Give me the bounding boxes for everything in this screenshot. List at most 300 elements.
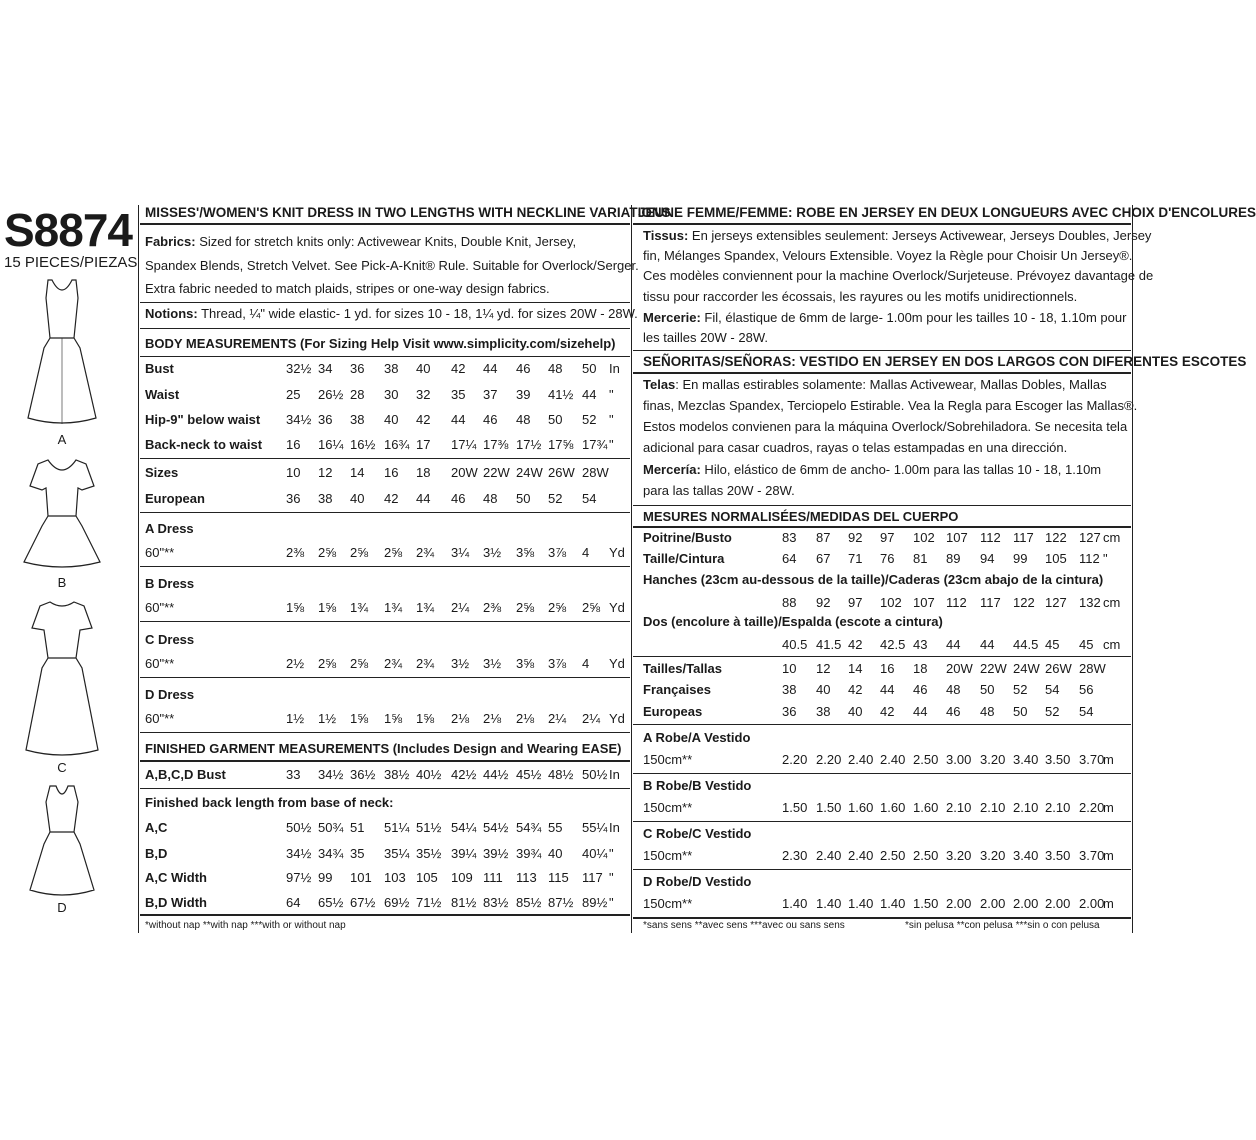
metric-size-row-value: 46 <box>913 682 928 697</box>
en-dress-value: 2⅝ <box>582 600 601 615</box>
en-finished-row-value: 111 <box>483 870 503 885</box>
metric-body-row-value: 87 <box>816 530 831 545</box>
en-finished-bust-value: 50½ <box>582 767 608 782</box>
en-finished-row-value: 40¼ <box>582 846 608 861</box>
en-dress-value: 3⅝ <box>516 545 535 560</box>
es-line: para las tallas 20W - 28W. <box>643 483 795 498</box>
en-finished-bust-value: 44½ <box>483 767 509 782</box>
en-body-row-value: 40 <box>416 361 431 376</box>
metric-yardage-row-value: 2.00 <box>946 896 972 911</box>
metric-back-row-value: 42.5 <box>880 637 906 652</box>
metric-body-row-label: Taille/Cintura <box>643 551 725 566</box>
en-dress-unit: Yd <box>609 545 625 560</box>
metric-yardage-row-value: 1.50 <box>913 896 939 911</box>
metric-back-row-value: 44 <box>946 637 961 652</box>
en-finished-row-value: 35½ <box>416 846 442 861</box>
en-body-row-value: 46 <box>516 361 531 376</box>
en-body-row-value: 37 <box>483 387 498 402</box>
en-body-row-unit: " <box>609 412 614 427</box>
metric-yardage-row-value: 2.10 <box>980 800 1006 815</box>
fr-title: JEUNE FEMME/FEMME: ROBE EN JERSEY EN DEUX LONGUEURS AVEC CHOIX D'ENCOLURES <box>638 205 1256 220</box>
en-title-rule <box>140 223 630 225</box>
en-size-row-value: 42 <box>384 491 399 506</box>
fr-line: fin, Mélanges Spandex, Velours Extensible. Voyez la Règle pour Choisir Un Jersey®. <box>643 248 1133 263</box>
en-finished-bust-label: A,B,C,D Bust <box>145 767 226 782</box>
metric-yardage-row-value: 3.20 <box>980 848 1006 863</box>
metric-size-row-value: 48 <box>980 704 995 719</box>
en-finished-bust-value: 33 <box>286 767 301 782</box>
metric-yardage-row-value: 1.50 <box>816 800 842 815</box>
en-dress-value: 3⅝ <box>516 656 535 671</box>
metric-body-row-value: 122 <box>1045 530 1067 545</box>
en-body-row-value: 16½ <box>350 437 376 452</box>
metric-yardage-label: D Robe/D Vestido <box>643 874 752 889</box>
metric-yardage-row-value: 3.70 <box>1079 752 1105 767</box>
metric-back-row-value: 45 <box>1045 637 1060 652</box>
en-body-row-value: 32½ <box>286 361 312 376</box>
metric-body-row-value: 97 <box>880 530 895 545</box>
metric-size-row-value: 26W <box>1045 661 1072 676</box>
metric-size-row-value: 54 <box>1079 704 1094 719</box>
metric-yardage-row-value: 3.70 <box>1079 848 1105 863</box>
metric-yardage-row-unit: m <box>1103 752 1114 767</box>
metric-yardage-row-value: 2.50 <box>880 848 906 863</box>
en-dress-value: 3½ <box>483 545 502 560</box>
en-finished-row-unit: " <box>609 895 614 910</box>
en-body-row-label: Back-neck to waist <box>145 437 263 452</box>
en-dress-width: 60"** <box>145 545 175 560</box>
metric-back-row-value: 44 <box>980 637 995 652</box>
en-body-row-value: 48 <box>548 361 563 376</box>
en-finished-row-value: 51½ <box>416 820 442 835</box>
rule <box>140 677 630 678</box>
rule <box>633 372 1131 374</box>
en-finished-row-value: 101 <box>350 870 372 885</box>
view-d-label: D <box>57 900 67 915</box>
metric-yardage-row-value: 1.40 <box>848 896 874 911</box>
metric-hip-row-value: 107 <box>913 595 935 610</box>
metric-size-row-value: 56 <box>1079 682 1094 697</box>
metric-yardage-row-label: 150cm** <box>643 800 693 815</box>
metric-hip-row-value: 97 <box>848 595 863 610</box>
metric-yardage-row-unit: m <box>1103 800 1114 815</box>
en-size-row-label: Sizes <box>145 465 179 480</box>
en-size-row-value: 50 <box>516 491 531 506</box>
metric-size-row-value: 48 <box>946 682 961 697</box>
en-body-title: BODY MEASUREMENTS (For Sizing Help Visit www.simplicity.com/sizehelp) <box>145 336 616 351</box>
view-a-sketch <box>22 278 102 426</box>
en-size-row-value: 24W <box>516 465 543 480</box>
metric-back-row-value: 43 <box>913 637 928 652</box>
metric-size-row-label: Europeas <box>643 704 703 719</box>
en-finished-row-value: 69½ <box>384 895 410 910</box>
metric-yardage-row-value: 3.00 <box>946 752 972 767</box>
fr-footnote: *sans sens **avec sens ***avec ou sans sens <box>643 920 845 931</box>
metric-yardage-row-value: 3.40 <box>1013 848 1039 863</box>
en-body-row-value: 34½ <box>286 412 312 427</box>
metric-size-row-value: 42 <box>848 682 863 697</box>
en-finished-row-value: 87½ <box>548 895 574 910</box>
en-body-row-label: Bust <box>145 361 174 376</box>
en-body-row-label: Waist <box>145 387 180 402</box>
en-size-row-label: European <box>145 491 205 506</box>
metric-yardage-row-value: 1.40 <box>816 896 842 911</box>
rule <box>633 773 1131 774</box>
metric-back-label: Dos (encolure à taille)/Espalda (escote a cintura) <box>643 614 943 629</box>
es-line: finas, Mezclas Spandex, Terciopelo Estirable. Vea la Regla para Escoger las Mallas®. <box>643 398 1138 413</box>
en-dress-value: 2¼ <box>548 711 567 726</box>
en-finished-row-value: 39¼ <box>451 846 477 861</box>
rule <box>140 566 630 567</box>
metric-yardage-row-value: 2.00 <box>1013 896 1039 911</box>
rule <box>633 821 1131 822</box>
en-size-row-value: 52 <box>548 491 563 506</box>
en-size-row-value: 16 <box>384 465 399 480</box>
en-finished-row-value: 35¼ <box>384 846 410 861</box>
en-finished-row-value: 89½ <box>582 895 608 910</box>
rule <box>140 458 630 459</box>
en-dress-value: 2⅝ <box>548 600 567 615</box>
rule <box>633 724 1131 725</box>
pattern-number: S8874 <box>4 204 133 256</box>
en-dress-value: 4 <box>582 545 590 560</box>
en-finished-row-value: 67½ <box>350 895 376 910</box>
metric-size-row-label: Tailles/Tallas <box>643 661 723 676</box>
en-finished-row-value: 71½ <box>416 895 442 910</box>
es-footnote: *sin pelusa **con pelusa ***sin o con pelusa <box>905 920 1100 931</box>
metric-hip-label: Hanches (23cm au-dessous de la taille)/Caderas (23cm abajo de la cintura) <box>643 572 1104 587</box>
metric-yardage-row-value: 3.20 <box>946 848 972 863</box>
metric-size-row-value: 20W <box>946 661 973 676</box>
es-line: adicional para casar cuadros, rayas o telas estampadas en una dirección. <box>643 440 1068 455</box>
metric-yardage-row-value: 1.60 <box>880 800 906 815</box>
metric-body-row-value: 92 <box>848 530 863 545</box>
es-line: Mercería: Hilo, elástico de 6mm de ancho- 1.00m para las tallas 10 - 18, 1.10m <box>643 462 1102 477</box>
metric-hip-row-value: 127 <box>1045 595 1067 610</box>
metric-size-row-value: 50 <box>1013 704 1028 719</box>
en-finished-row-value: 39¾ <box>516 846 542 861</box>
metric-size-row-value: 44 <box>913 704 928 719</box>
en-body-row-value: 36 <box>318 412 333 427</box>
metric-yardage-row-value: 1.40 <box>782 896 808 911</box>
en-finished-row-value: 105 <box>416 870 438 885</box>
en-size-row-value: 14 <box>350 465 365 480</box>
en-body-row-value: 17¾ <box>582 437 608 452</box>
metric-hip-row-value: 112 <box>946 595 967 610</box>
view-b-sketch <box>18 456 106 572</box>
en-body-row-value: 17⅜ <box>483 437 509 452</box>
en-size-row-value: 44 <box>416 491 431 506</box>
metric-yardage-row-label: 150cm** <box>643 848 693 863</box>
en-dress-value: 2¾ <box>416 545 435 560</box>
en-size-row-value: 38 <box>318 491 333 506</box>
en-body-row-value: 16¼ <box>318 437 344 452</box>
rule <box>140 788 630 789</box>
en-size-row-value: 28W <box>582 465 609 480</box>
en-finished-row-unit: " <box>609 870 614 885</box>
en-dress-value: 1⅝ <box>416 711 435 726</box>
fr-line: les tailles 20W - 28W. <box>643 330 768 345</box>
metric-yardage-row-value: 2.40 <box>880 752 906 767</box>
en-dress-value: 2¾ <box>384 656 403 671</box>
en-dress-label: B Dress <box>145 576 195 591</box>
en-finished-row-value: 50½ <box>286 820 312 835</box>
fr-line: Tissus: En jerseys extensibles seulement: Jerseys Activewear, Jerseys Doubles, Jersey <box>643 228 1152 243</box>
en-finished-row-value: 55 <box>548 820 563 835</box>
view-d-sketch <box>22 782 102 902</box>
en-size-row-value: 26W <box>548 465 575 480</box>
metric-hip-row-value: 117 <box>980 595 1001 610</box>
metric-yardage-row-value: 2.00 <box>1045 896 1071 911</box>
en-finished-row-value: 50¾ <box>318 820 344 835</box>
en-body-row-value: 46 <box>483 412 498 427</box>
en-dress-value: 2⅛ <box>483 711 502 726</box>
es-title: SEÑORITAS/SEÑORAS: VESTIDO EN JERSEY EN DOS LARGOS CON DIFERENTES ESCOTES <box>643 354 1247 369</box>
metric-size-row-value: 10 <box>782 661 797 676</box>
en-dress-value: 2⅛ <box>516 711 535 726</box>
en-finished-row-value: 54¾ <box>516 820 542 835</box>
metric-size-row-value: 12 <box>816 661 831 676</box>
metric-size-row-label: Françaises <box>643 682 711 697</box>
en-finished-row-value: 65½ <box>318 895 344 910</box>
metric-size-row-value: 18 <box>913 661 928 676</box>
en-finished-row-value: 113 <box>516 870 537 885</box>
en-body-row-value: 17 <box>416 437 431 452</box>
en-dress-value: 1¾ <box>416 600 435 615</box>
en-dress-label: A Dress <box>145 521 194 536</box>
metric-yardage-label: B Robe/B Vestido <box>643 778 752 793</box>
en-finished-row-label: B,D Width <box>145 895 207 910</box>
rule <box>633 869 1131 870</box>
en-size-row-value: 36 <box>286 491 301 506</box>
metric-back-row-value: 42 <box>848 637 863 652</box>
en-finished-row-label: A,C <box>145 820 168 835</box>
divider-left <box>138 205 139 933</box>
rule <box>140 328 630 329</box>
metric-back-row-value: 45 <box>1079 637 1094 652</box>
metric-size-row-value: 40 <box>848 704 863 719</box>
metric-yardage-row-value: 2.10 <box>1013 800 1039 815</box>
rule <box>140 512 630 513</box>
metric-size-row-value: 36 <box>782 704 797 719</box>
metric-back-row-value: 41.5 <box>816 637 842 652</box>
metric-body-row-value: 76 <box>880 551 895 566</box>
en-finished-row-unit: In <box>609 820 620 835</box>
en-dress-value: 1⅝ <box>384 711 403 726</box>
en-finished-row-value: 34½ <box>286 846 312 861</box>
fr-line: Mercerie: Fil, élastique de 6mm de large- 1.00m pour les tailles 10 - 18, 1.10m pour <box>643 310 1127 325</box>
rule <box>633 526 1131 528</box>
divider-right <box>1132 205 1133 933</box>
metric-yardage-row-value: 2.40 <box>816 848 842 863</box>
metric-hip-row-value: 122 <box>1013 595 1035 610</box>
en-body-row-unit: In <box>609 361 620 376</box>
metric-body-row-value: 107 <box>946 530 968 545</box>
metric-hip-row-unit: cm <box>1103 595 1121 610</box>
en-finished-row-value: 39½ <box>483 846 509 861</box>
metric-size-row-value: 28W <box>1079 661 1106 676</box>
view-c-label: C <box>57 760 67 775</box>
en-finished-bust-value: 42½ <box>451 767 477 782</box>
metric-yardage-row-value: 2.50 <box>913 752 939 767</box>
en-dress-value: 3⅞ <box>548 656 567 671</box>
en-dress-value: 2⅛ <box>451 711 470 726</box>
en-finished-row-value: 115 <box>548 870 569 885</box>
en-dress-value: 2½ <box>286 656 305 671</box>
en-body-row-value: 50 <box>582 361 597 376</box>
en-finished-row-value: 54¼ <box>451 820 477 835</box>
en-body-row-value: 34 <box>318 361 333 376</box>
metric-size-row-value: 52 <box>1013 682 1028 697</box>
en-body-row-value: 17¼ <box>451 437 477 452</box>
en-finished-bust-value: 48½ <box>548 767 574 782</box>
en-body-row-value: 52 <box>582 412 597 427</box>
en-dress-value: 1¾ <box>350 600 369 615</box>
metric-title: MESURES NORMALISÉES/MEDIDAS DEL CUERPO <box>643 509 959 524</box>
en-finished-row-value: 51 <box>350 820 365 835</box>
metric-yardage-row-value: 2.20 <box>816 752 842 767</box>
metric-body-row-value: 127 <box>1079 530 1101 545</box>
metric-yardage-row-value: 1.40 <box>880 896 906 911</box>
en-finished-row-label: B,D <box>145 846 168 861</box>
metric-body-row-value: 105 <box>1045 551 1067 566</box>
metric-size-row-value: 14 <box>848 661 863 676</box>
metric-yardage-row-value: 2.20 <box>1079 800 1105 815</box>
en-size-row-value: 12 <box>318 465 333 480</box>
en-body-row-value: 26½ <box>318 387 344 402</box>
en-dress-value: 1½ <box>318 711 337 726</box>
rule <box>140 356 630 357</box>
en-finished-bust-value: 36½ <box>350 767 376 782</box>
en-body-row-value: 28 <box>350 387 365 402</box>
metric-size-row-value: 50 <box>980 682 995 697</box>
en-dress-width: 60"** <box>145 600 175 615</box>
en-finished-bust-unit: In <box>609 767 620 782</box>
pieces-count: 15 PIECES/PIEZAS <box>4 254 138 271</box>
en-dress-unit: Yd <box>609 711 625 726</box>
en-dress-unit: Yd <box>609 600 625 615</box>
metric-size-row-value: 52 <box>1045 704 1060 719</box>
en-dress-label: C Dress <box>145 632 195 647</box>
en-finished-row-value: 117 <box>582 870 603 885</box>
en-body-row-value: 50 <box>548 412 563 427</box>
metric-hip-row-value: 132 <box>1079 595 1101 610</box>
en-dress-value: 2¾ <box>416 656 435 671</box>
en-size-row-value: 40 <box>350 491 365 506</box>
en-body-row-value: 39 <box>516 387 531 402</box>
rule <box>140 732 630 733</box>
en-body-row-value: 16¾ <box>384 437 410 452</box>
fr-line: Ces modèles conviennent pour la machine Overlock/Surjeteuse. Prévoyez davantage de <box>643 268 1154 283</box>
metric-yardage-row-value: 3.50 <box>1045 752 1071 767</box>
en-finished-row-unit: " <box>609 846 614 861</box>
metric-back-row-value: 40.5 <box>782 637 808 652</box>
en-body-row-value: 38 <box>350 412 365 427</box>
en-dress-value: 2⅝ <box>318 656 337 671</box>
en-finished-bust-value: 40½ <box>416 767 442 782</box>
metric-body-row-value: 117 <box>1013 530 1034 545</box>
en-dress-value: 3¼ <box>451 545 470 560</box>
metric-body-row-value: 112 <box>1079 551 1100 566</box>
en-dress-value: 2⅝ <box>516 600 535 615</box>
metric-body-row-value: 99 <box>1013 551 1028 566</box>
en-dress-value: 2⅝ <box>350 545 369 560</box>
en-dress-value: 2¼ <box>451 600 470 615</box>
en-dress-value: 2⅝ <box>350 656 369 671</box>
metric-yardage-row-value: 2.00 <box>1079 896 1105 911</box>
en-finished-row-value: 51¼ <box>384 820 410 835</box>
en-body-row-value: 32 <box>416 387 431 402</box>
en-body-row-value: 16 <box>286 437 301 452</box>
metric-yardage-row-value: 1.60 <box>913 800 939 815</box>
metric-hip-row-value: 88 <box>782 595 797 610</box>
metric-size-row-value: 46 <box>946 704 961 719</box>
rule <box>140 302 630 303</box>
en-body-row-value: 44 <box>582 387 597 402</box>
metric-yardage-row-label: 150cm** <box>643 896 693 911</box>
en-finished-row-value: 99 <box>318 870 333 885</box>
en-dress-value: 1¾ <box>384 600 403 615</box>
es-line: Telas: En mallas estirables solamente: Mallas Activewear, Mallas Dobles, Mallas <box>643 377 1107 392</box>
metric-yardage-row-value: 1.50 <box>782 800 808 815</box>
metric-body-row-value: 71 <box>848 551 863 566</box>
rule <box>140 914 630 916</box>
en-size-row-value: 22W <box>483 465 510 480</box>
en-finished-bust-value: 38½ <box>384 767 410 782</box>
metric-body-row-unit: " <box>1103 551 1108 566</box>
fr-line: tissu pour raccorder les écossais, les rayures ou les motifs unidirectionnels. <box>643 289 1078 304</box>
metric-yardage-row-value: 2.40 <box>848 848 874 863</box>
metric-size-row-value: 16 <box>880 661 895 676</box>
metric-size-row-value: 38 <box>782 682 797 697</box>
rule <box>633 223 1131 225</box>
metric-body-row-value: 64 <box>782 551 797 566</box>
rule <box>140 621 630 622</box>
metric-size-row-value: 42 <box>880 704 895 719</box>
en-body-row-unit: " <box>609 387 614 402</box>
es-line: Estos modelos convienen para la máquina Overlock/Sobrehiladora. Se necesita tela <box>643 419 1128 434</box>
metric-yardage-label: A Robe/A Vestido <box>643 730 751 745</box>
en-dress-value: 2⅝ <box>318 545 337 560</box>
metric-yardage-row-value: 2.00 <box>980 896 1006 911</box>
metric-body-row-value: 89 <box>946 551 961 566</box>
en-size-row-value: 54 <box>582 491 597 506</box>
view-b-label: B <box>57 575 67 590</box>
en-finished-title: FINISHED GARMENT MEASUREMENTS (Includes Design and Wearing EASE) <box>145 741 622 756</box>
metric-yardage-row-value: 1.60 <box>848 800 874 815</box>
en-size-row-value: 10 <box>286 465 301 480</box>
view-a-label: A <box>57 432 67 447</box>
metric-yardage-label: C Robe/C Vestido <box>643 826 752 841</box>
metric-body-row-value: 67 <box>816 551 831 566</box>
en-footnote: *without nap **with nap ***with or without nap <box>145 920 346 931</box>
metric-body-row-value: 94 <box>980 551 995 566</box>
metric-body-row-value: 102 <box>913 530 935 545</box>
view-c-sketch <box>18 598 106 758</box>
rule <box>633 350 1131 351</box>
en-size-row-value: 46 <box>451 491 466 506</box>
metric-size-row-value: 24W <box>1013 661 1040 676</box>
en-finished-row-value: 35 <box>350 846 365 861</box>
rule <box>633 656 1131 657</box>
en-finished-bust-value: 34½ <box>318 767 344 782</box>
metric-yardage-row-value: 2.10 <box>946 800 972 815</box>
en-finished-row-value: 54½ <box>483 820 509 835</box>
metric-back-row-value: 44.5 <box>1013 637 1039 652</box>
metric-yardage-row-value: 2.50 <box>913 848 939 863</box>
en-dress-value: 3⅞ <box>548 545 567 560</box>
en-notions: Notions: Thread, ¼" wide elastic- 1 yd. for sizes 10 - 18, 1¼ yd. for sizes 20W - 28W. <box>145 306 638 321</box>
